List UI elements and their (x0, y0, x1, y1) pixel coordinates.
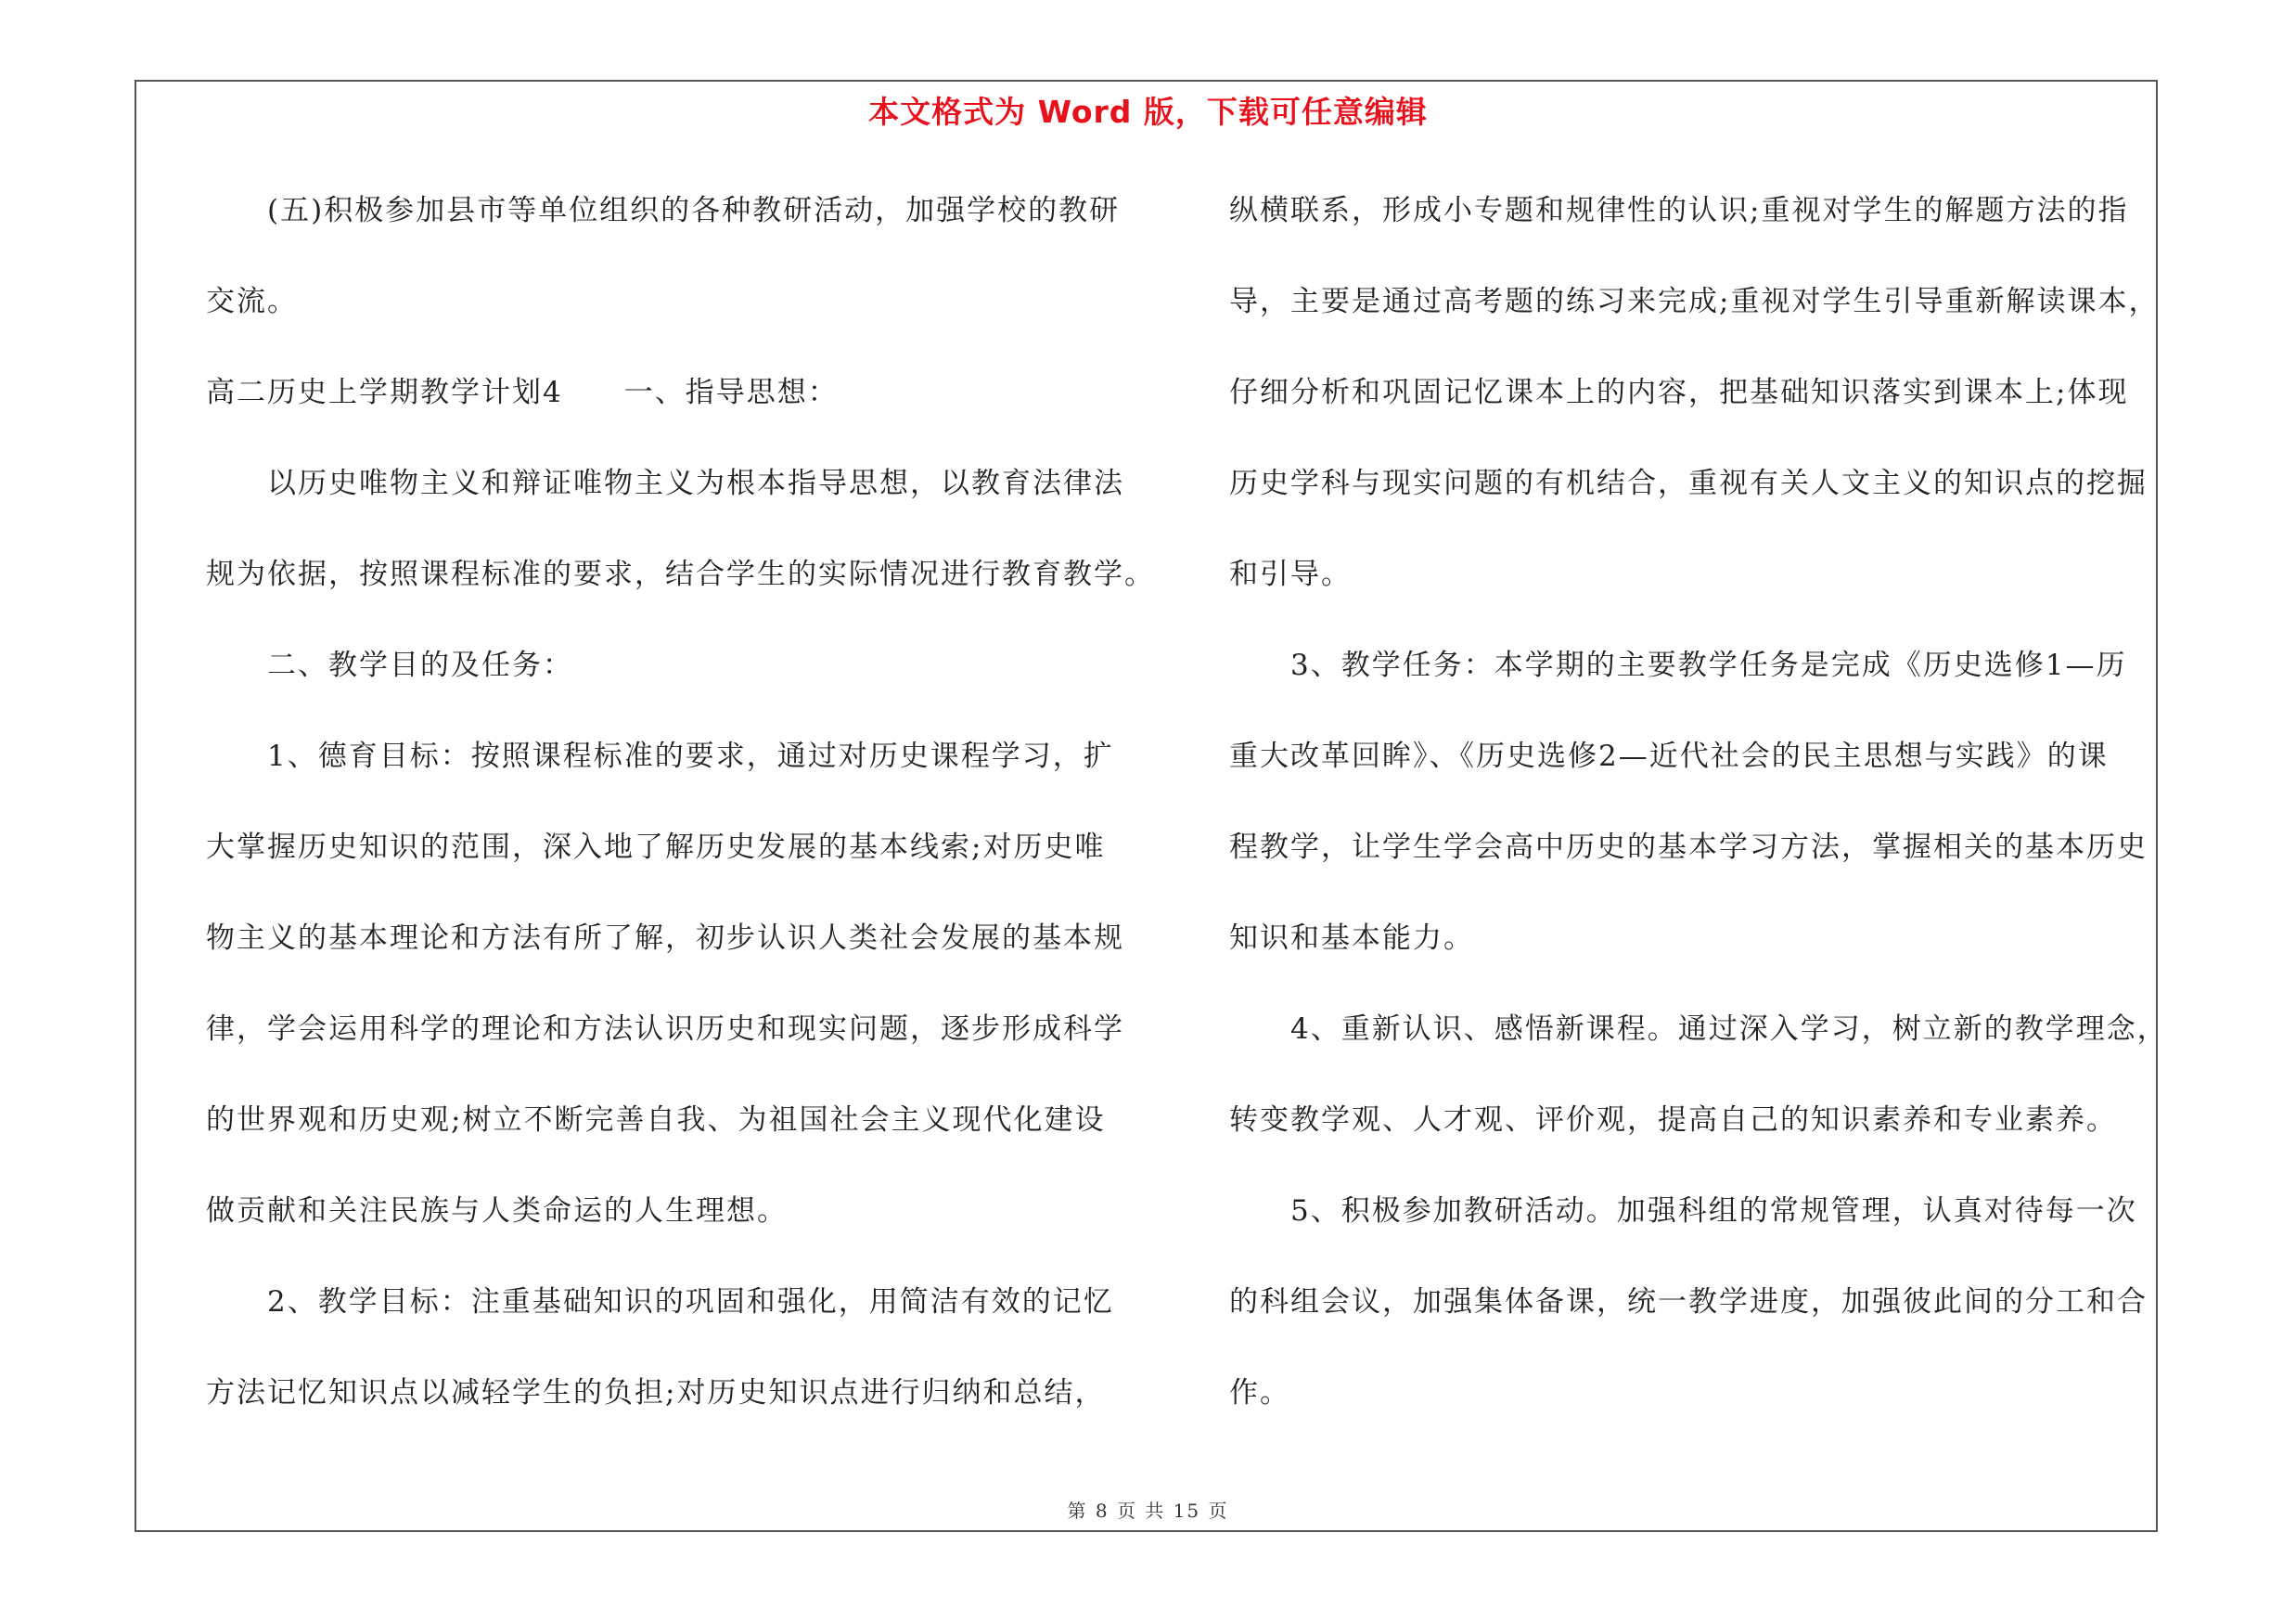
paragraph-line: 3、教学任务：本学期的主要教学任务是完成《历史选修1—历 (1290, 649, 2127, 682)
word-format-banner: 本文格式为 Word 版，下载可任意编辑 (868, 94, 1428, 130)
paragraph-line: 作。 (1229, 1376, 1290, 1410)
paragraph-line: 二、教学目的及任务： (267, 649, 573, 682)
paragraph-line: 律，学会运用科学的理论和方法认识历史和现实问题，逐步形成科学 (206, 1012, 1124, 1046)
paragraph-line: (五)积极参加县市等单位组织的各种教研活动，加强学校的教研 (267, 194, 1121, 227)
paragraph-line: 物主义的基本理论和方法有所了解，初步认识人类社会发展的基本规 (206, 921, 1124, 955)
paragraph-line: 转变教学观、人才观、评价观，提高自己的知识素养和专业素养。 (1229, 1103, 2117, 1137)
paragraph-line: 2、教学目标：注重基础知识的巩固和强化，用简洁有效的记忆 (267, 1285, 1114, 1319)
paragraph-line: 知识和基本能力。 (1229, 921, 1474, 955)
paragraph-line: 仔细分析和巩固记忆课本上的内容，把基础知识落实到课本上;体现 (1229, 376, 2129, 409)
paragraph-line: 1、德育目标：按照课程标准的要求，通过对历史课程学习，扩 (267, 740, 1114, 773)
paragraph-line: 程教学，让学生学会高中历史的基本学习方法，掌握相关的基本历史 (1229, 831, 2148, 864)
page-number-footer: 第 8 页 共 15 页 (1067, 1500, 1229, 1522)
left-column (206, 186, 1155, 1459)
paragraph-line: 的科组会议，加强集体备课，统一教学进度，加强彼此间的分工和合 (1229, 1285, 2148, 1319)
paragraph-line: 4、重新认识、感悟新课程。通过深入学习，树立新的教学理念， (1290, 1012, 2168, 1046)
paragraph-line: 方法记忆知识点以减轻学生的负担;对历史知识点进行归纳和总结， (206, 1376, 1106, 1410)
paragraph-line: 纵横联系，形成小专题和规律性的认识;重视对学生的解题方法的指 (1229, 194, 2129, 227)
paragraph-line: 做贡献和关注民族与人类命运的人生理想。 (206, 1194, 788, 1228)
paragraph-line: 规为依据，按照课程标准的要求，结合学生的实际情况进行教育教学。 (206, 558, 1155, 591)
paragraph-line: 5、积极参加教研活动。加强科组的常规管理，认真对待每一次 (1290, 1194, 2137, 1228)
paragraph-line: 历史学科与现实问题的有机结合，重视有关人文主义的知识点的挖掘 (1229, 467, 2148, 500)
paragraph-line: 和引导。 (1229, 558, 1352, 591)
paragraph-line: 以历史唯物主义和辩证唯物主义为根本指导思想，以教育法律法 (267, 467, 1124, 500)
paragraph-line: 交流。 (206, 285, 298, 318)
paragraph-line: 大掌握历史知识的范围，深入地了解历史发展的基本线索;对历史唯 (206, 831, 1106, 864)
paragraph-line: 的世界观和历史观;树立不断完善自我、为祖国社会主义现代化建设 (206, 1103, 1106, 1137)
paragraph-line: 导，主要是通过高考题的练习来完成;重视对学生引导重新解读课本， (1229, 285, 2160, 318)
paragraph-line: 重大改革回眸》、《历史选修2—近代社会的民主思想与实践》的课 (1229, 740, 2109, 773)
right-column (1229, 186, 2168, 1459)
paragraph-line: 高二历史上学期教学计划4 一、指导思想： (206, 376, 839, 409)
